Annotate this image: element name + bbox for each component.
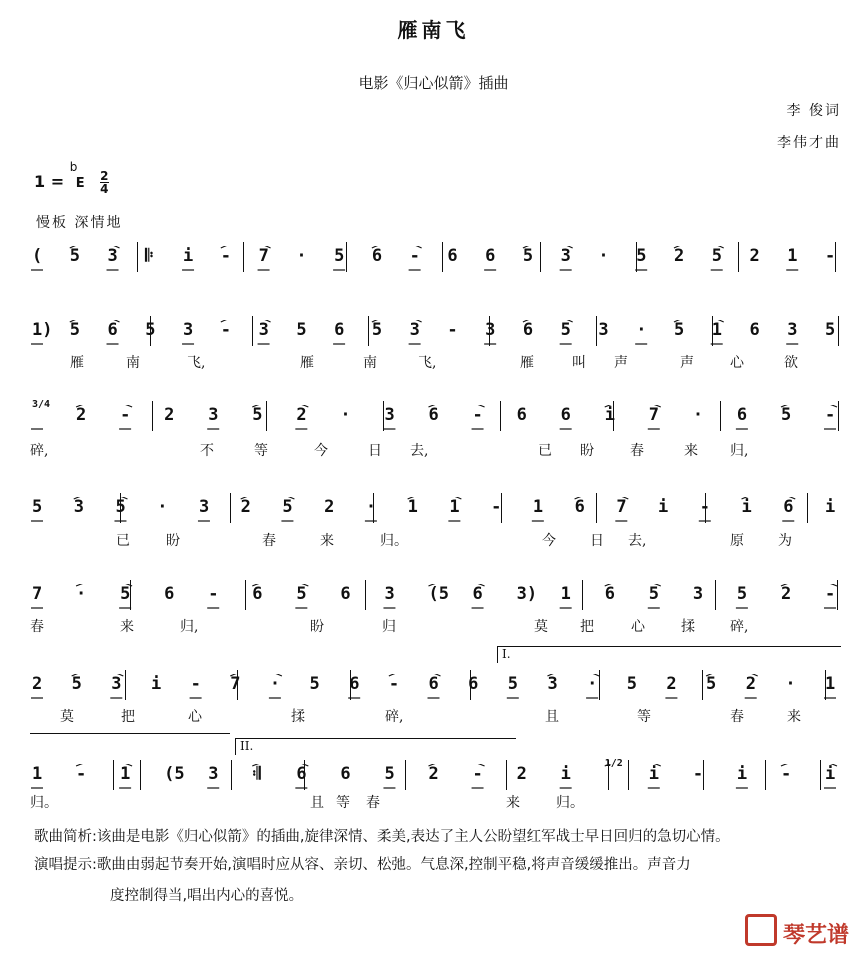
note-token: 3 [73, 497, 84, 517]
note-token: 5 [736, 584, 748, 604]
note-token: - [409, 246, 420, 266]
bar-line [125, 670, 126, 700]
note-token: 3 [183, 320, 194, 340]
note-token: 1 [825, 674, 836, 694]
lyric-char: 心 [631, 619, 645, 635]
bar-line [540, 242, 541, 272]
song-analysis [34, 824, 854, 850]
song-subtitle: 电影《归心似箭》插曲 [358, 74, 509, 92]
note-token: 6 [604, 584, 615, 604]
note-token: 6 [340, 584, 351, 604]
note-token: 5 [825, 320, 836, 340]
note-token: 3 [258, 320, 269, 340]
note-token: · [365, 497, 377, 517]
note-token: 6 [736, 405, 748, 425]
brand-logo [745, 914, 849, 949]
note-token: 6 [447, 246, 458, 266]
lyric-char: 且 [310, 795, 324, 811]
logo-icon [745, 914, 777, 946]
bar-line [596, 493, 597, 523]
note-token: 6 [340, 764, 351, 784]
note-token: - [190, 674, 201, 694]
note-token: 𝄆 [145, 246, 154, 266]
lyricist-credit: 李 俊词 [786, 103, 841, 119]
bar-line [230, 493, 231, 523]
lyric-char: 归。 [556, 795, 584, 811]
note-token: 7 [32, 584, 43, 604]
note-token: - [208, 584, 219, 604]
notation-row [30, 584, 850, 620]
bar-line [365, 580, 366, 610]
logo-text: 琴艺谱 [782, 923, 849, 948]
lyric-char: 已 [538, 443, 552, 459]
note-token: - [780, 764, 792, 784]
note-token: 6 [472, 584, 483, 604]
song-title: 雁南飞 [397, 18, 470, 42]
bar-line [140, 760, 141, 790]
lyric-char: 来 [787, 709, 801, 725]
note-token: 6 [349, 674, 360, 694]
volta-second-label: II. [240, 739, 254, 753]
lyric-char: 日 [368, 443, 382, 459]
note-token: · [785, 674, 796, 694]
note-token: 6 [516, 405, 527, 425]
bar-line [820, 760, 821, 790]
note-token: 2 [666, 674, 677, 694]
note-token: i [825, 764, 836, 784]
note-token: 5 [780, 405, 792, 425]
note-token: 5 [120, 584, 131, 604]
note-token: 1 [449, 497, 460, 517]
note-token: 6 [296, 764, 307, 784]
note-token: 1 [407, 497, 418, 517]
note-token: 5 [648, 584, 660, 604]
singing-tips [34, 852, 854, 878]
note-token: i [560, 764, 571, 784]
note-token: - [76, 764, 87, 784]
note-token: · [636, 320, 647, 340]
key-letter: E [75, 176, 85, 191]
notation-row [30, 399, 850, 441]
note-token: 2 [32, 674, 43, 694]
lyric-char: 归, [730, 443, 749, 459]
lyric-char: 心 [730, 355, 744, 371]
note-token: · [269, 674, 281, 694]
note-token: 6 [783, 497, 794, 517]
lyric-char: 碎, [30, 443, 49, 459]
singing-tips-continued: 度控制得当,唱出内心的喜悦。 [110, 888, 304, 904]
bar-line [582, 580, 583, 610]
note-token: (5 [428, 584, 449, 604]
bar-line [245, 580, 246, 610]
note-token: - [825, 405, 836, 425]
note-token: 5 [384, 764, 395, 784]
lyric-char: 归 [382, 619, 396, 635]
lyric-char: 碎, [385, 709, 404, 725]
note-token: 1 [120, 764, 131, 784]
bar-line [765, 760, 766, 790]
note-token: 3 [547, 674, 558, 694]
note-token: 6 [574, 497, 585, 517]
lyric-char: 把 [121, 709, 135, 725]
lyrics-row [30, 792, 850, 814]
lyrics-row [30, 616, 850, 638]
lyric-char: 南 [363, 355, 377, 371]
note-token: - [692, 764, 704, 784]
time-signature [100, 170, 108, 195]
note-token: 3 [107, 246, 118, 266]
time-bottom: 4 [100, 182, 109, 196]
note-token: 5 [309, 674, 320, 694]
note-token: (5 [164, 764, 185, 784]
lyric-char: 雁 [520, 355, 534, 371]
note-token: 2 [240, 497, 251, 517]
note-token: 3 [111, 674, 122, 694]
lyric-char: 归。 [380, 533, 408, 549]
lyric-char: 今 [542, 533, 556, 549]
volta-first-continue [30, 733, 230, 734]
note-token: - [120, 405, 131, 425]
note-token: i [741, 497, 752, 517]
lyric-char: 碎, [730, 619, 749, 635]
note-token: 1/2 [604, 758, 623, 769]
note-token: · [598, 246, 609, 266]
lyric-char: 盼 [580, 443, 594, 459]
bar-line [715, 580, 716, 610]
note-token: - [388, 674, 400, 694]
notation-row [30, 497, 850, 533]
note-token: 1 [32, 764, 43, 784]
lyric-char: 不 [200, 443, 214, 459]
note-token: 5 [296, 584, 307, 604]
flat-sign: b [69, 160, 78, 174]
note-token: 6 [371, 246, 383, 266]
note-token: 1 [787, 246, 798, 266]
note-token: 6 [749, 320, 760, 340]
note-token: 3 [384, 405, 395, 425]
note-token: 2 [324, 497, 335, 517]
key-signature [34, 160, 109, 196]
bar-line [243, 242, 244, 272]
bar-line [720, 401, 721, 431]
notation-row [30, 320, 850, 356]
note-token: 5 [252, 405, 263, 425]
note-token: 3 [208, 405, 219, 425]
note-token: 3) [516, 584, 538, 604]
time-top: 2 [100, 169, 109, 183]
lyric-char: 莫 [60, 709, 74, 725]
lyric-char: 声 [614, 355, 628, 371]
lyric-char: 等 [336, 795, 350, 811]
lyrics-row [30, 440, 850, 462]
lyric-char: 心 [188, 709, 202, 725]
note-token: 6 [334, 320, 345, 340]
note-token: 3 [208, 764, 219, 784]
lyric-char: 来 [506, 795, 520, 811]
lyric-char: 今 [314, 443, 328, 459]
note-token: 2 [428, 764, 439, 784]
lyric-char: 等 [254, 443, 268, 459]
bar-line [152, 401, 153, 431]
note-token: 1 [532, 497, 544, 517]
notation-row [30, 674, 850, 710]
bar-line [231, 760, 232, 790]
bar-line [405, 760, 406, 790]
note-token: 2 [296, 405, 307, 425]
note-token: 5 [507, 674, 519, 694]
note-token: - [491, 497, 502, 517]
note-token: 2 [164, 405, 175, 425]
note-token: 5 [69, 246, 80, 266]
note-token: 6 [252, 584, 263, 604]
lyric-char: 叫 [572, 355, 586, 371]
lyric-char: 盼 [310, 619, 324, 635]
note-token: 7 [648, 405, 660, 425]
volta-second [235, 738, 516, 755]
bar-line [837, 580, 838, 610]
lyric-char: 春 [366, 795, 380, 811]
note-token: 6 [428, 405, 439, 425]
note-token: i [183, 246, 194, 266]
tips-label: 演唱提示: [34, 857, 97, 873]
note-token: 6 [522, 320, 534, 340]
note-token: 2 [76, 405, 87, 425]
note-token: · [296, 246, 307, 266]
note-token: - [825, 246, 836, 266]
bar-line [807, 493, 808, 523]
note-token: 3 [560, 246, 571, 266]
note-token: 5 [115, 497, 126, 517]
note-token: 3 [384, 584, 395, 604]
note-token: - [699, 497, 711, 517]
note-token: i [150, 674, 162, 694]
lyric-char: 去, [410, 443, 429, 459]
lyric-char: 雁 [70, 355, 84, 371]
note-token: - [825, 584, 836, 604]
note-token: 5 [145, 320, 156, 340]
note-token: 3 [692, 584, 704, 604]
lyric-char: 把 [580, 619, 594, 635]
note-token: 2 [780, 584, 792, 604]
lyric-char: 等 [637, 709, 651, 725]
note-token: 6 [107, 320, 118, 340]
note-token: 7 [258, 246, 269, 266]
analysis-body: 该曲是电影《归心似箭》的插曲,旋律深情、柔美,表达了主人公盼望红军战士早日回归的急切心情。 [96, 829, 730, 845]
tempo-marking: 慢板 深情地 [36, 215, 123, 231]
note-token: 5 [560, 320, 571, 340]
note-token: i [825, 497, 836, 517]
note-token: · [76, 584, 87, 604]
lyric-char: 飞, [418, 355, 437, 371]
lyric-char: 声 [680, 355, 694, 371]
note-token: 3 [485, 320, 496, 340]
note-token: 1 [711, 320, 722, 340]
note-token: 6 [468, 674, 479, 694]
key-prefix: 1 = [34, 172, 70, 191]
note-token: 6 [164, 584, 175, 604]
note-token: 7 [616, 497, 627, 517]
note-token: 5 [32, 497, 43, 517]
note-token: · [157, 497, 168, 517]
note-token: ( [32, 246, 43, 266]
lyric-char: 来 [684, 443, 698, 459]
lyric-char: 已 [116, 533, 130, 549]
bar-line [500, 401, 501, 431]
analysis-label: 歌曲简析: [34, 829, 97, 845]
note-token: 2 [749, 246, 760, 266]
note-token: i [604, 405, 615, 425]
lyric-char: 日 [590, 533, 604, 549]
bar-line [266, 401, 267, 431]
note-token: i [648, 764, 660, 784]
note-token: - [220, 246, 232, 266]
note-token: - [472, 764, 483, 784]
note-token: 3 [409, 320, 420, 340]
volta-first-label: I. [502, 647, 511, 661]
note-token: - [220, 320, 232, 340]
bar-line [368, 316, 369, 346]
tips-body-1: 歌曲由弱起节奏开始,演唱时应从容、亲切、松弛。气息深,控制平稳,将声音缓缓推出。声音力 [96, 857, 691, 873]
bar-line [252, 316, 253, 346]
lyrics-row [30, 530, 850, 552]
note-token: 5 [636, 246, 647, 266]
note-token: - [472, 405, 483, 425]
note-token: i [658, 497, 669, 517]
bar-line [703, 760, 704, 790]
note-token: 5 [673, 320, 685, 340]
bar-line [599, 670, 600, 700]
bar-line [506, 760, 507, 790]
lyric-char: 归。 [30, 795, 58, 811]
lyric-char: 南 [126, 355, 140, 371]
note-token: 5 [371, 320, 383, 340]
lyric-char: 且 [545, 709, 559, 725]
lyric-char: 春 [262, 533, 276, 549]
lyrics-row [30, 706, 850, 728]
bar-line [838, 401, 839, 431]
slur-layer [30, 497, 850, 533]
volta-first [497, 646, 841, 663]
bar-line [137, 242, 138, 272]
note-token: 2 [673, 246, 685, 266]
note-token: 5 [334, 246, 345, 266]
bar-line [628, 760, 629, 790]
lyric-char: 归, [180, 619, 199, 635]
note-token: - [447, 320, 458, 340]
bar-line [838, 316, 839, 346]
note-token: 3 [787, 320, 798, 340]
note-token: 6 [428, 674, 439, 694]
note-token: 5 [522, 246, 534, 266]
lyric-char: 去, [628, 533, 647, 549]
note-token: · [692, 405, 704, 425]
note-token: 5 [71, 674, 82, 694]
lyric-char: 揉 [681, 619, 695, 635]
lyric-char: 揉 [291, 709, 305, 725]
bar-line [442, 242, 443, 272]
lyric-char: 来 [320, 533, 334, 549]
note-token: 5 [706, 674, 717, 694]
note-token: 2 [516, 764, 527, 784]
note-token: 7 [230, 674, 241, 694]
notation-row [30, 246, 850, 282]
bar-line [738, 242, 739, 272]
note-token: 1) [32, 320, 53, 340]
lyric-char: 春 [730, 709, 744, 725]
note-token: · [340, 405, 351, 425]
lyric-char: 春 [30, 619, 44, 635]
note-token: 1 [560, 584, 571, 604]
composer-credit: 李伟才曲 [777, 135, 841, 151]
note-token: 3 [598, 320, 609, 340]
note-token: 𝄇 [252, 764, 261, 784]
note-token: i [736, 764, 748, 784]
note-token: 5 [711, 246, 722, 266]
lyric-char: 莫 [534, 619, 548, 635]
note-token: · [587, 674, 598, 694]
bar-line [113, 760, 114, 790]
note-token: 3 [198, 497, 210, 517]
note-token: 5 [626, 674, 637, 694]
lyric-char: 来 [120, 619, 134, 635]
lyric-char: 雁 [300, 355, 314, 371]
note-token: 5 [69, 320, 80, 340]
note-token: 2 [745, 674, 756, 694]
bar-line [596, 316, 597, 346]
lyric-char: 飞, [187, 355, 206, 371]
lyric-char: 盼 [166, 533, 180, 549]
bar-line [702, 670, 703, 700]
note-token: 3/4 [32, 399, 51, 410]
lyric-char: 欲 [784, 355, 798, 371]
note-token: 6 [485, 246, 496, 266]
lyric-char: 春 [630, 443, 644, 459]
lyrics-row [30, 352, 850, 374]
note-token: 6 [560, 405, 571, 425]
bar-line [346, 242, 347, 272]
lyric-char: 为 [778, 533, 792, 549]
note-token: 5 [282, 497, 293, 517]
note-token: 5 [296, 320, 307, 340]
lyric-char: 原 [730, 533, 744, 549]
